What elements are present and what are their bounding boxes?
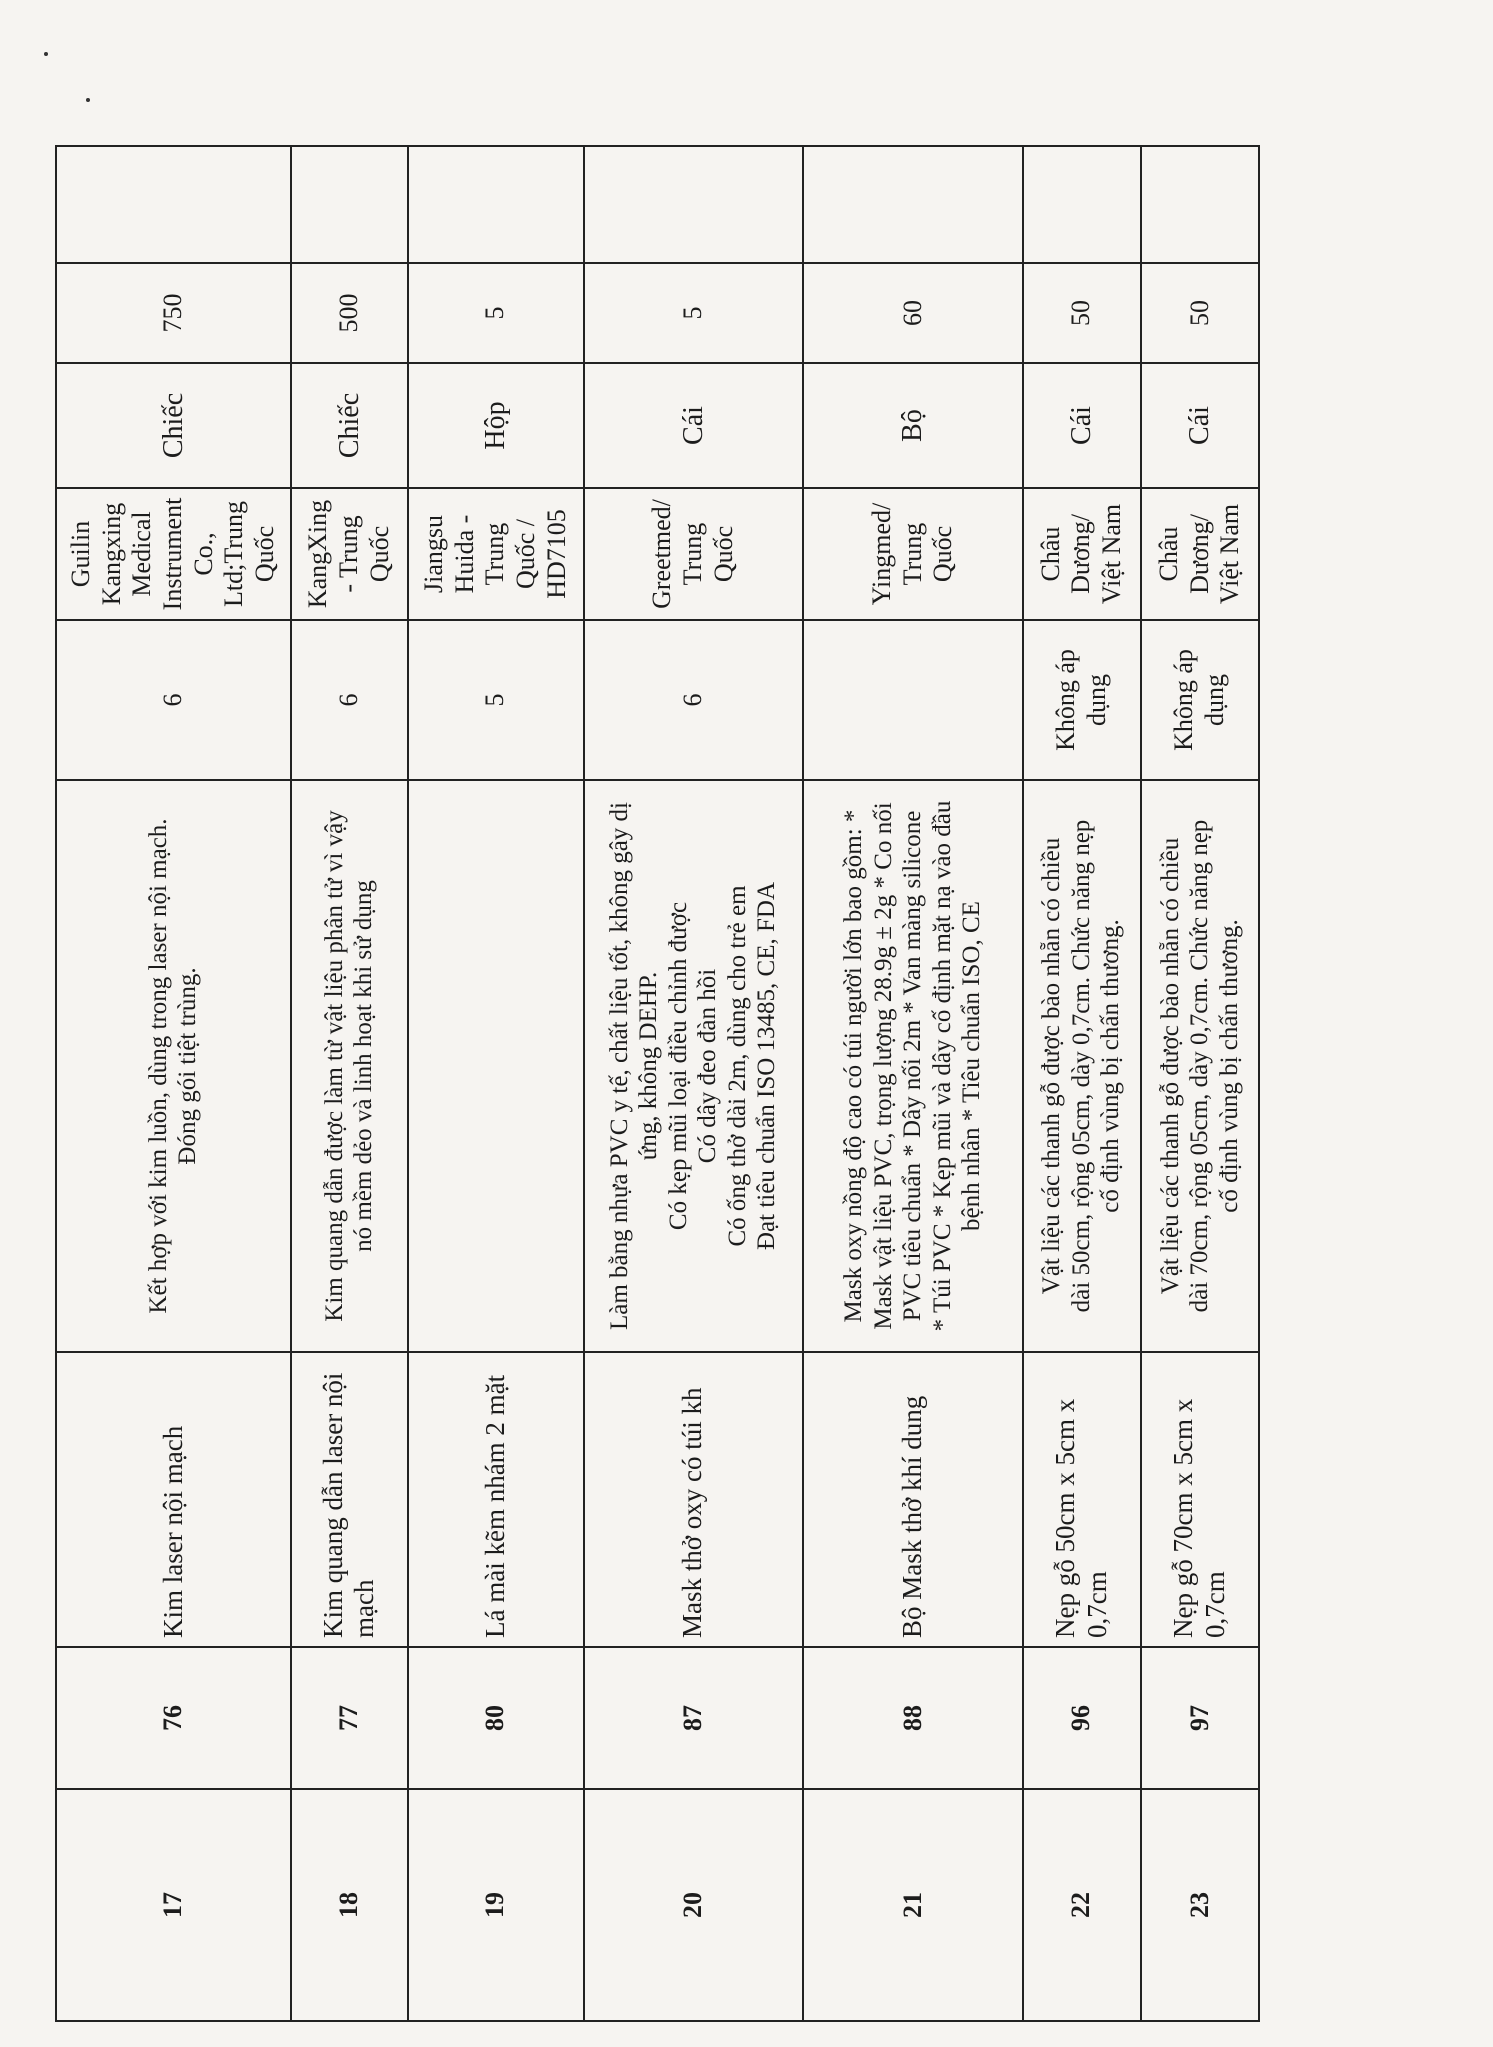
description-line: cố định vùng bị chấn thương. [1097,919,1125,1213]
description-line: ứng, không DEHP. [635,971,663,1161]
row-price [408,146,584,263]
table-body [56,146,1259,2021]
row-description [1023,780,1141,1352]
row-price [1023,146,1141,263]
description-line: PVC tiêu chuẩn * Dây nối 2m * Van màng silicone [899,810,927,1322]
row-origin: Greetmed/ Trung Quốc [584,488,804,620]
row-quantity: 5 [408,263,584,363]
row-quantity: 5 [584,263,804,363]
description-line: Có dây đeo đàn hồi [694,968,722,1164]
table-row [291,146,408,2021]
row-price [584,146,804,263]
row-unit: Cái [1141,363,1259,488]
row-unit: Chiếc [291,363,408,488]
row-quantity: 50 [1141,263,1259,363]
description-line: Mask vật liệu PVC, trọng lượng 28.9g ± 2g * Co nối [869,802,897,1330]
description-line: Mask oxy nồng độ cao có túi người lớn bao gồm: * [840,809,868,1323]
description-line: Kết hợp với kim luồn, dùng trong laser nội mạch. [144,818,172,1314]
row-group: Không áp dụng [1141,620,1259,780]
row-group: 6 [291,620,408,780]
row-origin: KangXing - Trung Quốc [291,488,408,620]
row-quantity: 50 [1023,263,1141,363]
description-line: Vật liệu các thanh gỗ được bào nhẵn có chiều [1038,837,1066,1295]
description-line: * Túi PVC * Kẹp mũi và dây cố định mặt nạ vào đầu [928,800,956,1332]
description-line: Kim quang dẫn được làm từ vật liệu phân tử vì vậy [320,810,348,1322]
row-price [803,146,1023,263]
table-row [408,146,584,2021]
row-code: 87 [584,1647,804,1789]
row-unit: Chiếc [56,363,291,488]
row-price [1141,146,1259,263]
row-name: Bộ Mask thở khí dung [803,1352,1023,1647]
row-unit: Cái [1023,363,1141,488]
row-name: Kim laser nội mạch [56,1352,291,1647]
row-quantity: 60 [803,263,1023,363]
description-line: bệnh nhân * Tiêu chuẩn ISO, CE [958,901,986,1231]
table-row [1141,146,1259,2021]
row-unit: Cái [584,363,804,488]
row-code: 97 [1141,1647,1259,1789]
row-stt: 18 [291,1789,408,2021]
table-row [1023,146,1141,2021]
row-code: 77 [291,1647,408,1789]
row-code: 88 [803,1647,1023,1789]
row-code: 80 [408,1647,584,1789]
row-group: 6 [56,620,291,780]
row-unit: Hộp [408,363,584,488]
description-line: Vật liệu các thanh gỗ được bào nhẵn có chiều [1156,837,1184,1295]
row-price [56,146,291,263]
row-origin: Châu Dương/ Việt Nam [1023,488,1141,620]
row-stt: 22 [1023,1789,1141,2021]
row-origin: Guilin Kangxing Medical Instrument Co., Ltd;Trung Quốc [56,488,291,620]
row-description [408,780,584,1352]
row-stt: 20 [584,1789,804,2021]
row-origin: Châu Dương/ Việt Nam [1141,488,1259,620]
row-description [1141,780,1259,1352]
description-line: Có ống thở dài 2m, dùng cho trẻ em [723,885,751,1247]
row-description [584,780,804,1352]
description-line: cố định vùng bị chấn thương. [1215,919,1243,1213]
row-price [291,146,408,263]
table-row [584,146,804,2021]
description-line: Làm bằng nhựa PVC y tế, chất liệu tốt, không gây dị [605,801,633,1331]
row-code: 96 [1023,1647,1141,1789]
row-name: Nẹp gỗ 50cm x 5cm x 0,7cm [1023,1352,1141,1647]
row-code: 76 [56,1647,291,1789]
row-stt: 21 [803,1789,1023,2021]
row-description [291,780,408,1352]
row-group [803,620,1023,780]
row-group: Không áp dụng [1023,620,1141,780]
row-quantity: 500 [291,263,408,363]
description-line: Đạt tiêu chuẩn ISO 13485, CE, FDA [753,881,781,1251]
row-stt: 19 [408,1789,584,2021]
row-name: Kim quang dẫn laser nội mạch [291,1352,408,1647]
row-name: Lá mài kẽm nhám 2 mặt [408,1352,584,1647]
scan-speck [86,98,90,102]
table-row [56,146,291,2021]
row-unit: Bộ [803,363,1023,488]
row-description [803,780,1023,1352]
description-line: Có kẹp mũi loại điều chỉnh được [664,901,692,1231]
row-origin: Jiangsu Huida - Trung Quốc / HD7105 [408,488,584,620]
description-line: Đóng gói tiệt trùng. [174,967,202,1165]
row-origin: Yingmed/ Trung Quốc [803,488,1023,620]
row-stt: 17 [56,1789,291,2021]
row-group: 5 [408,620,584,780]
equipment-table [55,145,1260,2022]
row-name: Mask thở oxy có túi kh [584,1352,804,1647]
row-stt: 23 [1141,1789,1259,2021]
scan-speck [44,52,48,56]
row-quantity: 750 [56,263,291,363]
row-group: 6 [584,620,804,780]
table-row [803,146,1023,2021]
description-line: nó mềm dẻo và linh hoạt khi sử dụng [350,880,378,1252]
description-line: dài 70cm, rộng 05cm, dày 0,7cm. Chức năng nẹp [1186,819,1214,1313]
description-line: dài 50cm, rộng 05cm, dày 0,7cm. Chức năng nẹp [1067,819,1095,1313]
row-name: Nẹp gỗ 70cm x 5cm x 0,7cm [1141,1352,1259,1647]
row-description [56,780,291,1352]
